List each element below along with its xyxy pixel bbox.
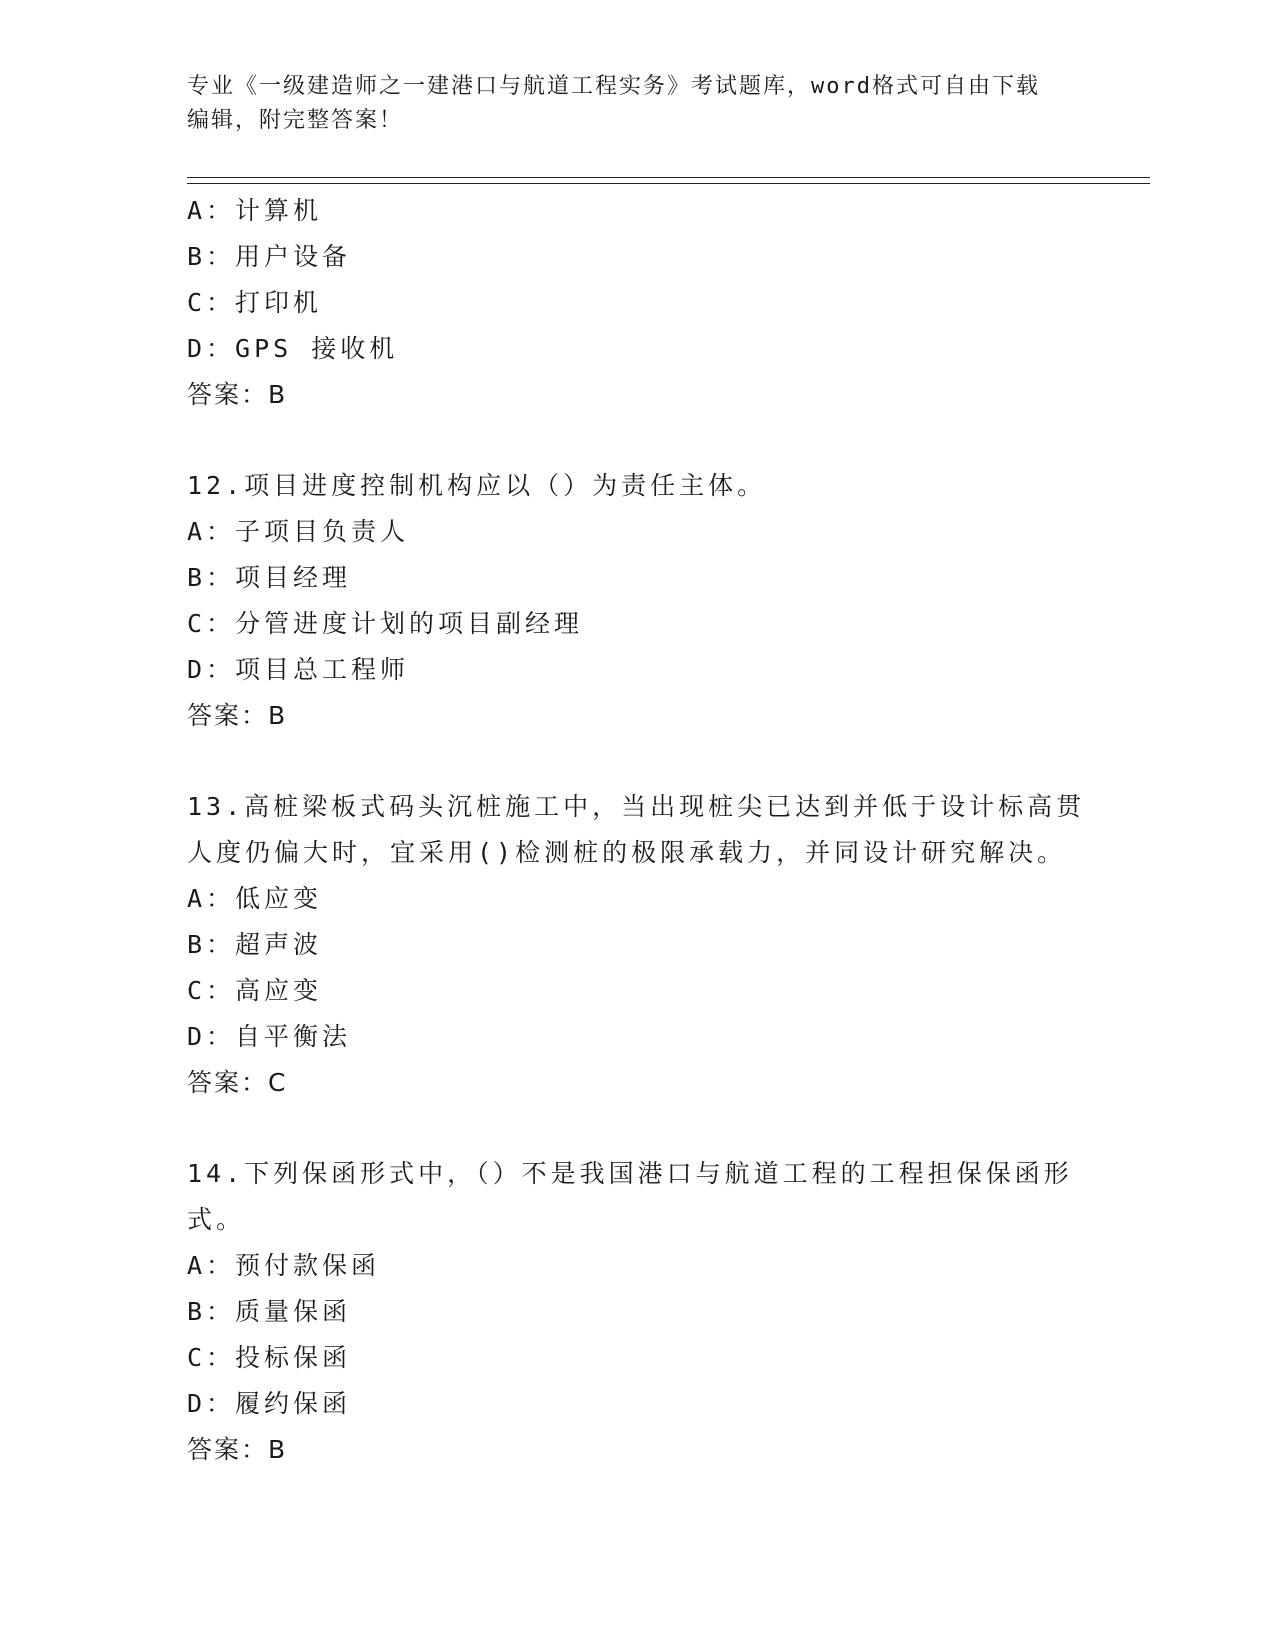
question-text: 12.项目进度控制机构应以（）为责任主体。 bbox=[187, 471, 767, 500]
answer-line: 答案：B bbox=[187, 380, 288, 409]
option-b: B：用户设备 bbox=[187, 242, 352, 271]
answer-line: 答案：C bbox=[187, 1068, 288, 1097]
option-a: A：低应变 bbox=[187, 884, 323, 913]
option-b: B：项目经理 bbox=[187, 563, 352, 592]
header-rule-bottom bbox=[187, 183, 1150, 184]
question-block-14 bbox=[187, 1151, 1087, 1473]
question-text-continued: 人度仍偏大时，宜采用()检测桩的极限承载力，并同设计研究解决。 bbox=[187, 838, 1067, 867]
header-line-1: 专业《一级建造师之一建港口与航道工程实务》考试题库，word格式可自由下载 bbox=[187, 74, 1040, 99]
question-text: 14.下列保函形式中，（）不是我国港口与航道工程的工程担保保函形 bbox=[187, 1159, 1073, 1188]
answer-line: 答案：B bbox=[187, 701, 288, 730]
header-line-2: 编辑，附完整答案！ bbox=[187, 108, 404, 133]
option-d: D：项目总工程师 bbox=[187, 655, 410, 684]
question-block-13 bbox=[187, 784, 1087, 1106]
question-block-12 bbox=[187, 463, 1087, 739]
header-rule-top bbox=[187, 177, 1150, 178]
option-a: A：计算机 bbox=[187, 196, 323, 225]
option-c: C：投标保函 bbox=[187, 1343, 352, 1372]
option-d: D：自平衡法 bbox=[187, 1022, 352, 1051]
option-b: B：超声波 bbox=[187, 930, 323, 959]
document-header bbox=[187, 70, 1087, 138]
question-list bbox=[187, 188, 1087, 1473]
option-c: C：打印机 bbox=[187, 288, 323, 317]
option-a: A：预付款保函 bbox=[187, 1251, 381, 1280]
question-text-continued: 式。 bbox=[187, 1205, 246, 1234]
option-c: C：高应变 bbox=[187, 976, 323, 1005]
option-d: D：履约保函 bbox=[187, 1389, 352, 1418]
question-block-partial bbox=[187, 188, 1087, 418]
answer-line: 答案：B bbox=[187, 1435, 288, 1464]
question-text: 13.高桩梁板式码头沉桩施工中，当出现桩尖已达到并低于设计标高贯 bbox=[187, 792, 1086, 821]
option-a: A：子项目负责人 bbox=[187, 517, 410, 546]
option-d: D：GPS 接收机 bbox=[187, 334, 399, 363]
option-b: B：质量保函 bbox=[187, 1297, 352, 1326]
option-c: C：分管进度计划的项目副经理 bbox=[187, 609, 584, 638]
